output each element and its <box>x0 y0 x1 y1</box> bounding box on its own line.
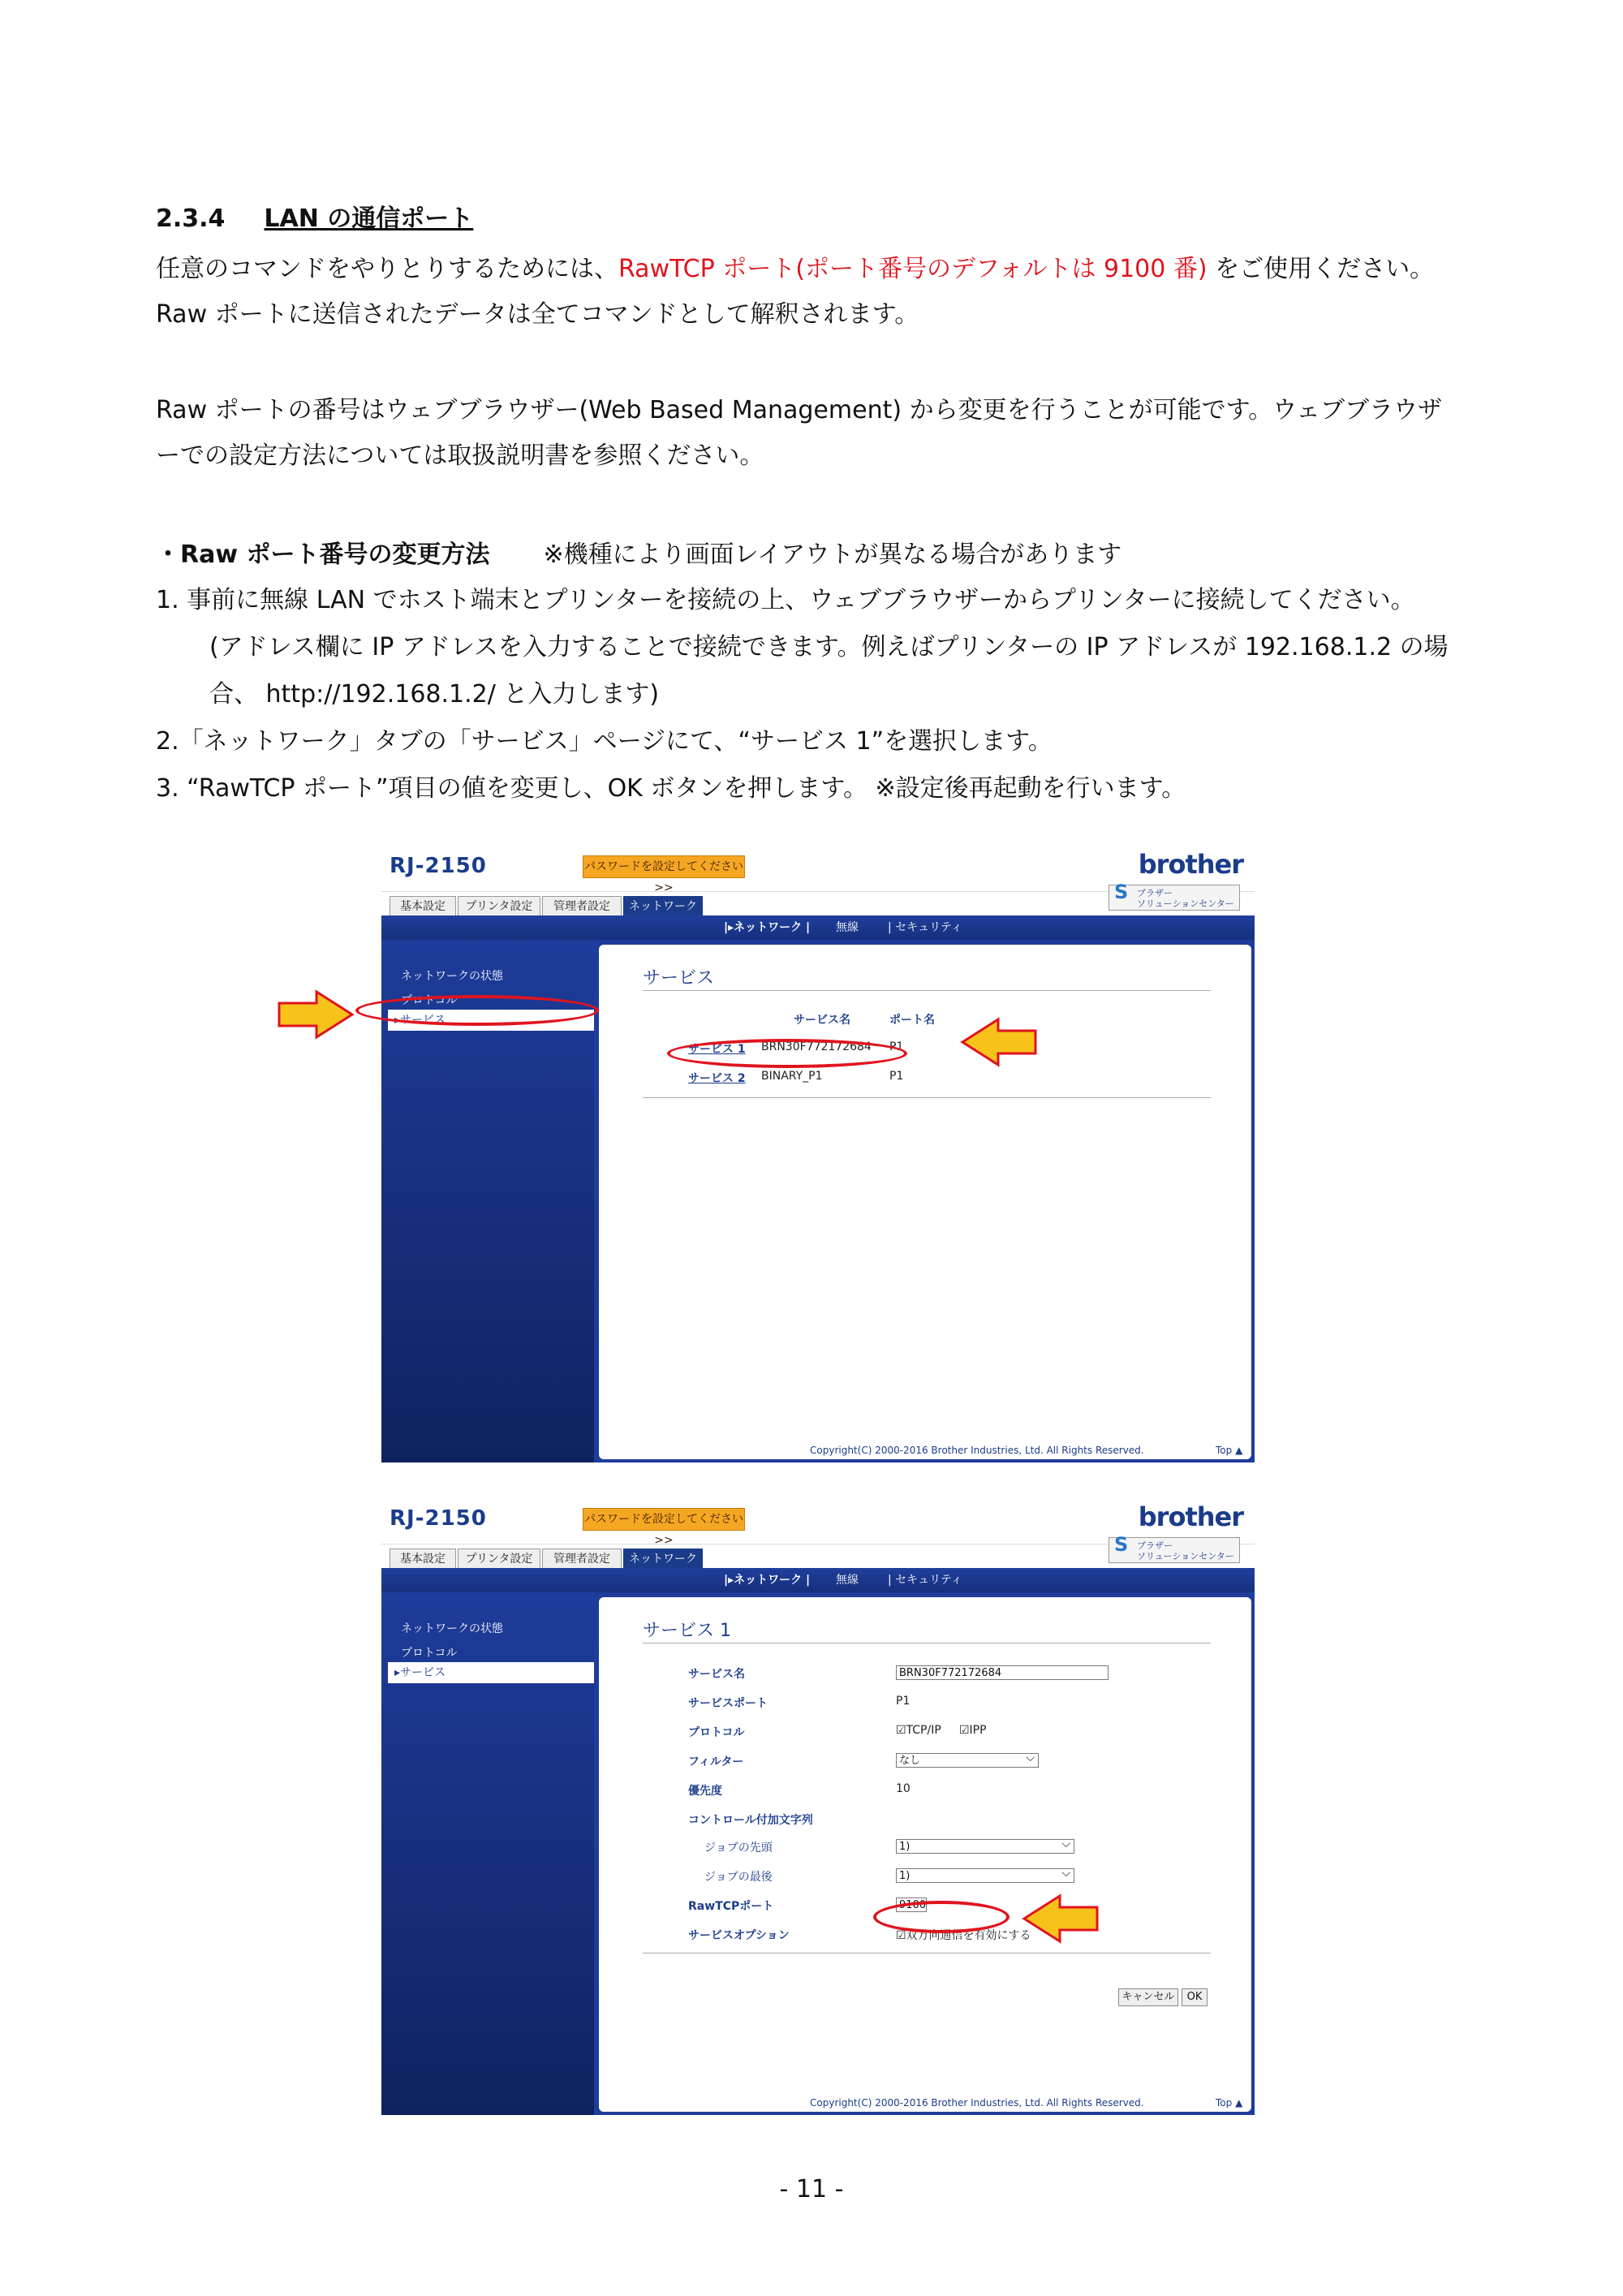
left-arrow-icon <box>1021 1893 1099 1945</box>
sub-navigation <box>381 915 1255 940</box>
sidebar-item-protocol[interactable]: プロトコル <box>401 1647 458 1660</box>
service-name-input[interactable]: BRN30F772172684 <box>896 1665 1109 1680</box>
filter-select[interactable]: なし ⌵ <box>896 1753 1039 1768</box>
service-2-link[interactable]: サービス 2 <box>688 1072 746 1085</box>
priority-value: 10 <box>896 1782 911 1795</box>
brother-logo: brother <box>1138 1501 1243 1532</box>
col-service-name: サービス名 <box>794 1014 850 1027</box>
set-password-button[interactable]: パスワードを設定してください>> <box>583 1508 745 1531</box>
subnav-security[interactable]: | セキュリティ <box>888 1574 962 1587</box>
solution-center-label-2: ソリューションセンター <box>1137 898 1234 909</box>
control-string-label: コントロール付加文字列 <box>688 1814 813 1827</box>
page-title: サービス <box>643 968 715 989</box>
model-name: RJ-2150 <box>390 854 487 878</box>
job-end-select[interactable]: 1) ⌵ <box>896 1868 1074 1883</box>
service-name-label: サービス名 <box>688 1668 745 1681</box>
content-panel <box>594 940 1255 1462</box>
para1-text-b: をご使用ください。 <box>1207 255 1435 283</box>
service-option-label: サービスオプション <box>688 1929 790 1942</box>
top-link[interactable]: Top ▲ <box>1216 2097 1243 2109</box>
subnav-security[interactable]: | セキュリティ <box>888 921 962 934</box>
right-arrow-icon <box>278 989 355 1040</box>
tab-admin-settings[interactable]: 管理者設定 <box>542 1549 622 1570</box>
solution-center-button[interactable] <box>1109 1533 1240 1563</box>
tab-admin-settings[interactable]: 管理者設定 <box>542 896 622 917</box>
howto-heading-line <box>156 537 1121 573</box>
highlight-ellipse-service-1 <box>667 1039 907 1068</box>
left-arrow-icon <box>959 1016 1037 1068</box>
sidebar-item-network-status[interactable]: ネットワークの状態 <box>401 1622 503 1635</box>
service-1-port: P1 <box>889 1040 904 1053</box>
subnav-wireless[interactable]: 無線 <box>836 1574 859 1587</box>
step-1-sub-2: 合、 http://192.168.1.2/ と入力します) <box>209 680 660 709</box>
solution-center-icon: S <box>1114 881 1129 903</box>
tab-printer-settings[interactable]: プリンタ設定 <box>458 1549 540 1570</box>
tab-basic-settings[interactable]: 基本設定 <box>390 896 456 917</box>
protocol-tcpip-checkbox[interactable]: ☑TCP/IP <box>896 1724 941 1737</box>
para2-line1: Raw ポートの番号はウェブブラウザー(Web Based Management) から変更を行うことが可能です。ウェブブラウザ <box>156 396 1442 424</box>
tab-network[interactable]: ネットワーク <box>623 896 703 917</box>
tab-network[interactable]: ネットワーク <box>623 1549 703 1570</box>
step-1: 1. 事前に無線 LAN でホスト端末とプリンターを接続の上、ウェブブラウザーからプリンターに接続してください。 <box>156 586 1415 614</box>
cancel-button[interactable]: キャンセル <box>1118 1988 1178 2006</box>
tab-printer-settings[interactable]: プリンタ設定 <box>458 896 540 917</box>
service-1-link[interactable]: サービス 1 <box>688 1043 746 1056</box>
step-2: 2.「ネットワーク」タブの「サービス」ページにて、“サービス 1”を選択します。 <box>156 727 1053 756</box>
para1-line2: Raw ポートに送信されたデータは全てコマンドとして解釈されます。 <box>156 300 919 329</box>
copyright: Copyright(C) 2000-2016 Brother Industries, Ltd. All Rights Reserved. <box>810 2097 1144 2109</box>
howto-heading: ・Raw ポート番号の変更方法 <box>156 541 490 569</box>
service-2-name: BINARY_P1 <box>761 1070 823 1083</box>
job-end-label: ジョブの最後 <box>704 1871 773 1884</box>
highlight-ellipse-rawtcp-port <box>873 1901 1010 1933</box>
para1-red-text: RawTCP ポート(ポート番号のデフォルトは 9100 番) <box>618 255 1208 283</box>
sidebar-item-network-status[interactable]: ネットワークの状態 <box>401 970 503 983</box>
solution-center-label-2: ソリューションセンター <box>1137 1551 1234 1562</box>
highlight-ellipse-sidebar-service <box>355 995 599 1026</box>
service-2-port: P1 <box>889 1070 904 1083</box>
step-3: 3. “RawTCP ポート”項目の値を変更し、OK ボタンを押します。 ※設定後再起動を行います。 <box>156 774 1186 803</box>
page-number: - 11 - <box>779 2175 844 2203</box>
section-number: 2.3.4 <box>156 205 226 233</box>
brother-logo: brother <box>1138 849 1243 880</box>
set-password-button[interactable]: パスワードを設定してください>> <box>583 855 745 878</box>
job-start-label: ジョブの先頭 <box>704 1842 773 1854</box>
copyright: Copyright(C) 2000-2016 Brother Industries, Ltd. All Rights Reserved. <box>810 1445 1144 1456</box>
section-heading <box>156 201 473 237</box>
sidebar-item-service[interactable]: ▸サービス <box>388 1662 594 1683</box>
tab-basic-settings[interactable]: 基本設定 <box>390 1549 456 1570</box>
howto-note: ※機種により画面レイアウトが異なる場合があります <box>543 541 1122 569</box>
job-start-select[interactable]: 1) ⌵ <box>896 1839 1074 1854</box>
bidirectional-checkbox[interactable]: ☑双方向通信を有効にする <box>896 1929 1031 1942</box>
rawtcp-port-input[interactable]: 9100 <box>896 1898 927 1912</box>
subnav-network[interactable]: |▸ネットワーク | <box>724 921 811 934</box>
para1-text-a: 任意のコマンドをやりとりするためには、 <box>156 255 618 283</box>
col-port-name: ポート名 <box>889 1014 935 1027</box>
model-name: RJ-2150 <box>390 1506 487 1531</box>
protocol-label: プロトコル <box>688 1726 745 1739</box>
solution-center-label-1: ブラザー <box>1137 888 1173 898</box>
rawtcp-port-label: RawTCPポート <box>688 1900 774 1913</box>
sub-navigation <box>381 1568 1255 1592</box>
sidebar-item-protocol[interactable]: プロトコル <box>401 994 458 1007</box>
priority-label: 優先度 <box>688 1785 722 1798</box>
ok-button[interactable]: OK <box>1182 1988 1208 2006</box>
solution-center-button[interactable] <box>1109 881 1240 911</box>
screenshot-services-list <box>381 846 1255 1462</box>
section-title: LAN の通信ポート <box>264 205 474 233</box>
sidebar-item-service[interactable]: ▸サービス <box>388 1010 594 1031</box>
solution-center-label-1: ブラザー <box>1137 1540 1173 1551</box>
service-port-label: サービスポート <box>688 1697 768 1710</box>
filter-label: フィルター <box>688 1755 744 1768</box>
subnav-wireless[interactable]: 無線 <box>836 921 859 934</box>
content-panel <box>594 1592 1255 2115</box>
step-1-sub-1: (アドレス欄に IP アドレスを入力することで接続できます。例えばプリンターの IP アドレスが 192.168.1.2 の場 <box>209 633 1449 661</box>
sidebar <box>381 1592 594 2115</box>
service-1-name: BRN30F772172684 <box>761 1040 872 1053</box>
top-link[interactable]: Top ▲ <box>1216 1445 1243 1456</box>
screenshot-service-1-settings <box>381 1498 1255 2117</box>
page-title: サービス 1 <box>643 1621 731 1641</box>
para2-line2: ーでの設定方法については取扱説明書を参照ください。 <box>156 442 764 470</box>
para1-line1 <box>156 252 1434 287</box>
service-port-value: P1 <box>896 1695 911 1708</box>
solution-center-icon: S <box>1114 1533 1129 1556</box>
subnav-network[interactable]: |▸ネットワーク | <box>724 1574 811 1587</box>
protocol-ipp-checkbox[interactable]: ☑IPP <box>959 1724 987 1737</box>
